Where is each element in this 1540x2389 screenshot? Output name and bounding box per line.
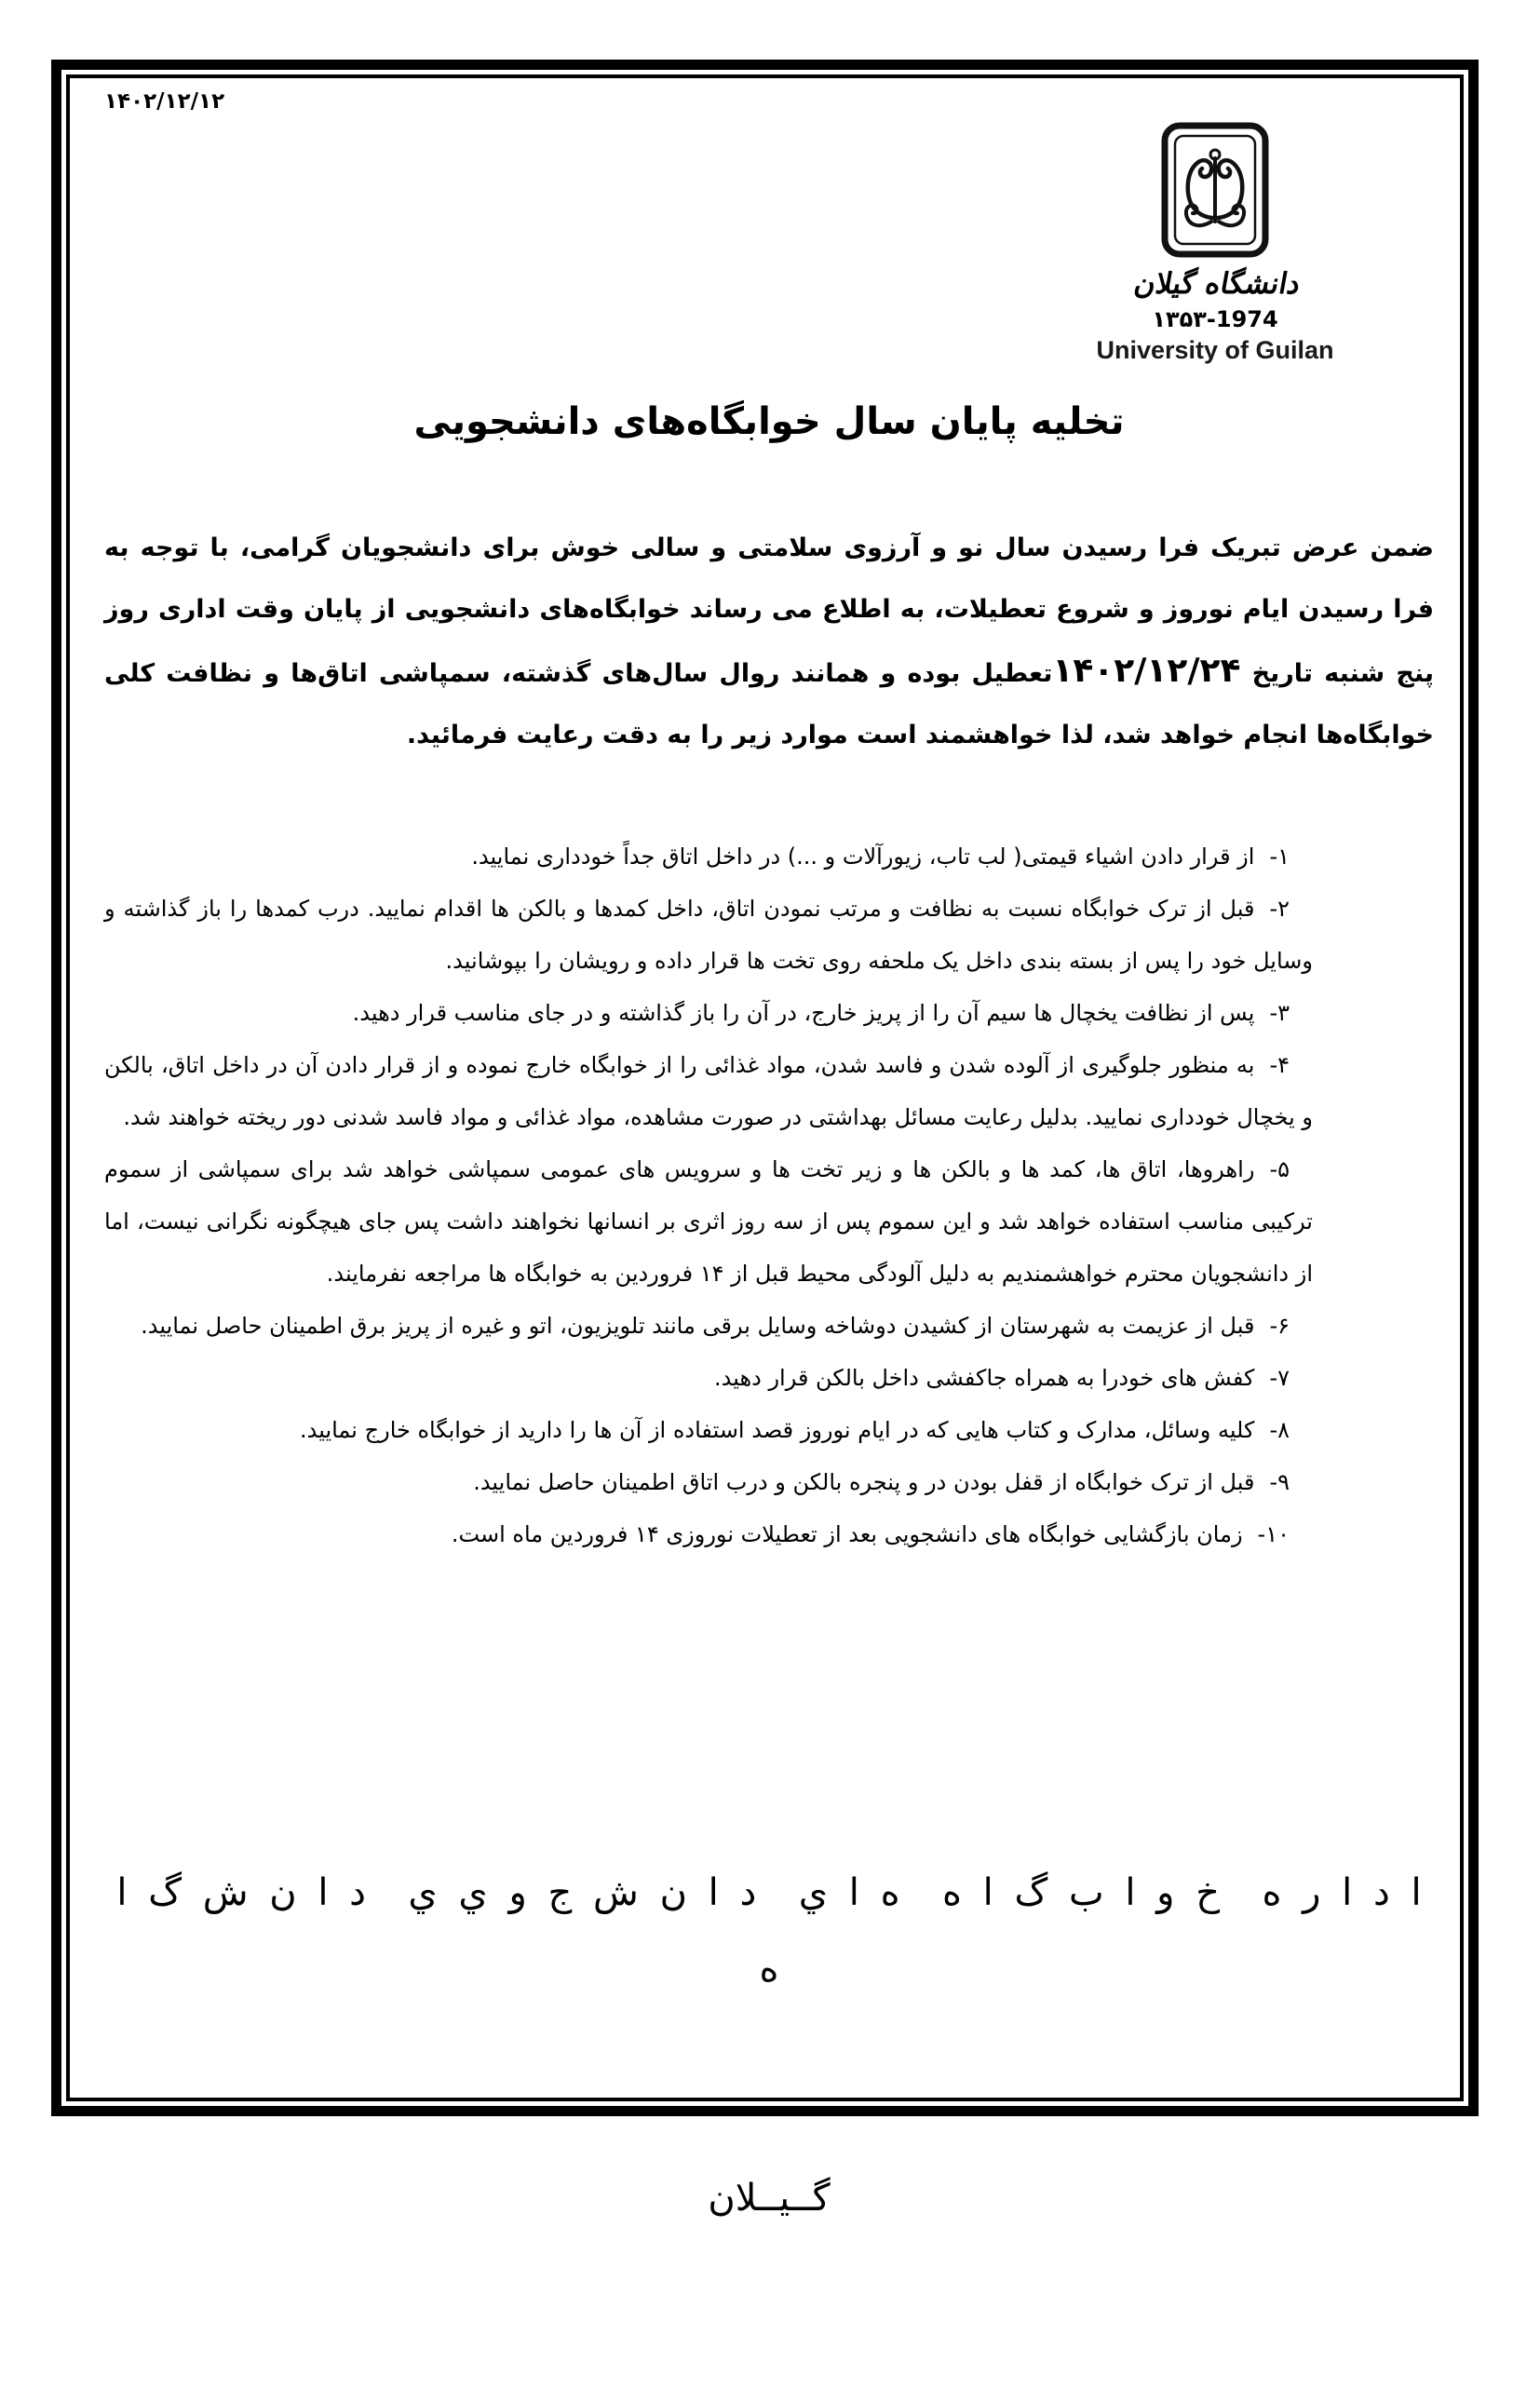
list-item — [104, 1508, 1313, 1560]
list-item-number: ۴- — [1269, 1052, 1290, 1078]
intro-paragraph — [104, 518, 1434, 766]
list-item — [104, 1300, 1313, 1352]
list-item-number: ۵- — [1269, 1156, 1290, 1182]
list-item-number: ۱- — [1269, 844, 1290, 870]
list-item — [104, 1352, 1313, 1404]
intro-text-before-date: ضمن عرض تبریک فرا رسیدن سال نو و آرزوی سلامتی و سالی خوش برای دانشجویان گرامی، با توجه به فرا رسیدن ایام نوروز و شروع تعطیلات، به اطلاع می رساند خوابگاه‌های دانشجویی از پایان وقت اداری روز پنج شنبه تاریخ — [104, 533, 1434, 688]
list-item-number: ۲- — [1269, 896, 1290, 922]
list-item-text: زمان بازگشایی خوابگاه های دانشجویی بعد از تعطیلات نوروزی ۱۴ فروردین ماه است. — [451, 1521, 1243, 1547]
list-item — [104, 830, 1313, 883]
list-item — [104, 883, 1313, 987]
list-item-number: ۶- — [1269, 1313, 1290, 1339]
list-item-text: قبل از ترک خوابگاه از قفل بودن در و پنجره بالکن و درب اتاق اطمینان حاصل نمایید. — [473, 1469, 1255, 1495]
signature-block — [95, 1702, 1434, 2389]
document-title: تخلیه پایان سال خوابگاه‌های دانشجویی — [413, 400, 1125, 443]
list-item — [104, 987, 1313, 1039]
list-item-number: ۷- — [1269, 1365, 1290, 1391]
instructions-list — [104, 830, 1313, 1560]
list-item-text: از قرار دادن اشیاء قیمتی( لب تاب، زیورآلات و ...) در داخل اتاق جداً خودداری نمایید. — [471, 844, 1255, 870]
university-founding-years: ۱۳۵۳-1974 — [1152, 306, 1278, 333]
list-item-text: قبل از ترک خوابگاه نسبت به نظافت و مرتب نمودن اتاق، داخل کمدها و بالکن ها اقدام نمایید. درب کمدها را باز گذاشته و وسایل خود را پس از بسته بندی داخل یک ملحفه روی تخت ها قرار داده و رویشان را بپوشانید. — [104, 896, 1313, 974]
university-logo-icon — [1160, 121, 1270, 259]
university-logo-block — [1061, 121, 1369, 365]
university-name-calligraphy: دانشگاه گیلان — [1130, 267, 1300, 301]
university-name-english: University of Guilan — [1096, 336, 1334, 365]
signature-line-1: ا د ا ر ه خ و ا ب گ ا ه ه ا ي د ا ن ش ج و ي ي د ا ن ش گ ا ه — [95, 1871, 1422, 1991]
list-item-text: راهروها، اتاق ها، کمد ها و بالکن ها و زیر تخت ها و سرویس های عمومی سمپاشی خواهد شد برای سمپاشی از سموم ترکیبی مناسب استفاده خواهد شد و این سموم پس از سه روز اثری بر انسانها نخواهند داشت پس جای هیچگونه نگرانی نیست، اما از دانشجویان محترم خواهشمندیم به دلیل آلودگی محیط قبل از ۱۴ فروردین به خوابگاه ها مراجعه نفرمایند. — [104, 1156, 1313, 1287]
list-item-text: کفش های خودرا به همراه جاکفشی داخل بالکن قرار دهید. — [714, 1365, 1255, 1391]
list-item-text: قبل از عزیمت به شهرستان از کشیدن دوشاخه وسایل برقی مانند تلویزیون، اتو و غیره از پریز برق اطمینان حاصل نمایید. — [141, 1313, 1255, 1339]
list-item-number: ۸- — [1269, 1417, 1290, 1443]
list-item-text: کلیه وسائل، مدارک و کتاب هایی که در ایام نوروز قصد استفاده از آن ها را دارید از خوابگاه خارج نمایید. — [299, 1417, 1255, 1443]
list-item — [104, 1404, 1313, 1456]
list-item — [104, 1039, 1313, 1143]
list-item-text: پس از نظافت یخچال ها سیم آن را از پریز خارج، در آن را باز گذاشته و در جای مناسب قرار دهید. — [352, 1000, 1255, 1026]
list-item-number: ۱۰- — [1257, 1521, 1290, 1547]
list-item — [104, 1456, 1313, 1508]
signature-line-2: گــيــلان — [708, 2177, 831, 2220]
intro-text-after-date: تعطیل بوده و همانند روال سال‌های گذشته، سمپاشی اتاق‌ها و نظافت کلی خوابگاه‌ها انجام خواهد شد، لذا خواهشمند است موارد زیر را به دقت رعایت فرمائید. — [104, 659, 1434, 749]
list-item-text: به منظور جلوگیری از آلوده شدن و فاسد شدن، مواد غذائی را از خوابگاه خارج نموده و از قرار دادن آن در داخل اتاق، بالکن و یخچال خودداری نمایید. بدلیل رعایت مسائل بهداشتی در صورت مشاهده، مواد غذائی و مواد فاسد شدنی دور ریخته خواهند شد. — [104, 1052, 1313, 1130]
document-date: ۱۴۰۲/۱۲/۱۲ — [104, 89, 225, 114]
list-item-number: ۹- — [1269, 1469, 1290, 1495]
list-item-number: ۳- — [1269, 1000, 1290, 1026]
closure-date: ۱۴۰۲/۱۲/۲۴ — [1052, 652, 1241, 690]
list-item — [104, 1143, 1313, 1300]
